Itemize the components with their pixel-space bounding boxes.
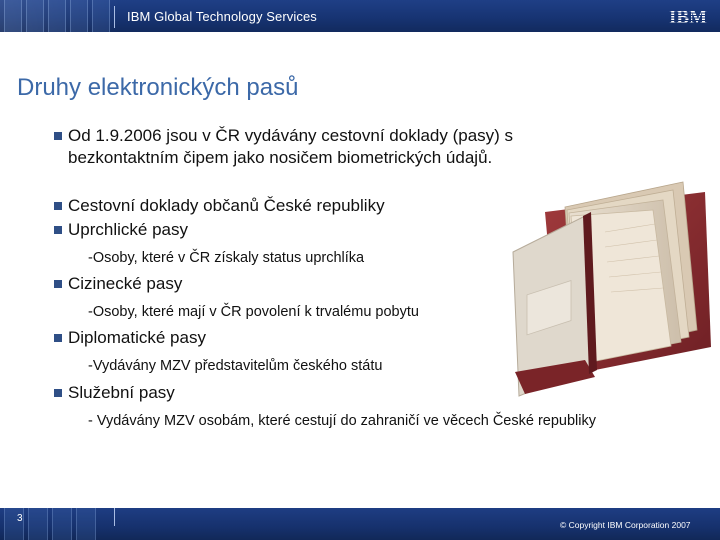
list-item-diplomatic: Diplomatické pasy bbox=[68, 327, 206, 349]
ibm-logo bbox=[662, 6, 714, 26]
copyright-text: © Copyright IBM Corporation 2007 bbox=[560, 520, 691, 530]
passport-photo bbox=[505, 172, 713, 397]
intro-text: Od 1.9.2006 jsou v ČR vydávány cestovní doklady (pasy) s bezkontaktním čipem jako nosičem biometrických údajů. bbox=[68, 126, 514, 167]
aliens-note: -Osoby, které mají v ČR povolení k trvalému pobytu bbox=[88, 304, 419, 320]
header-brand-text: IBM Global Technology Services bbox=[127, 9, 317, 24]
bullet-square-icon bbox=[54, 202, 62, 210]
footer-bar bbox=[0, 508, 720, 540]
bullet-square-icon bbox=[54, 334, 62, 342]
bullet-square-icon bbox=[54, 389, 62, 397]
bullet-square-icon bbox=[54, 226, 62, 234]
diplomatic-note: -Vydávány MZV představitelům českého státu bbox=[88, 358, 383, 374]
bullet-square-icon bbox=[54, 132, 62, 140]
slide-title: Druhy elektronických pasů bbox=[17, 74, 299, 101]
header-divider bbox=[114, 6, 115, 28]
footer-decor bbox=[76, 508, 96, 540]
list-item-refugees: Uprchlické pasy bbox=[68, 219, 188, 241]
intro-bullet bbox=[68, 125, 608, 169]
service-note: - Vydávány MZV osobám, které cestují do zahraničí ve věcech České republiky bbox=[88, 413, 596, 429]
header-bar bbox=[0, 0, 720, 32]
page-number: 3 bbox=[17, 513, 23, 524]
list-item-service: Služební pasy bbox=[68, 382, 175, 404]
footer-decor bbox=[28, 508, 48, 540]
refugees-note: -Osoby, které v ČR získaly status uprchlíka bbox=[88, 250, 365, 266]
footer-decor bbox=[52, 508, 72, 540]
bullet-square-icon bbox=[54, 280, 62, 288]
list-item-citizens: Cestovní doklady občanů České republiky bbox=[68, 195, 385, 217]
list-item-aliens: Cizinecké pasy bbox=[68, 273, 182, 295]
footer-divider bbox=[114, 508, 115, 526]
